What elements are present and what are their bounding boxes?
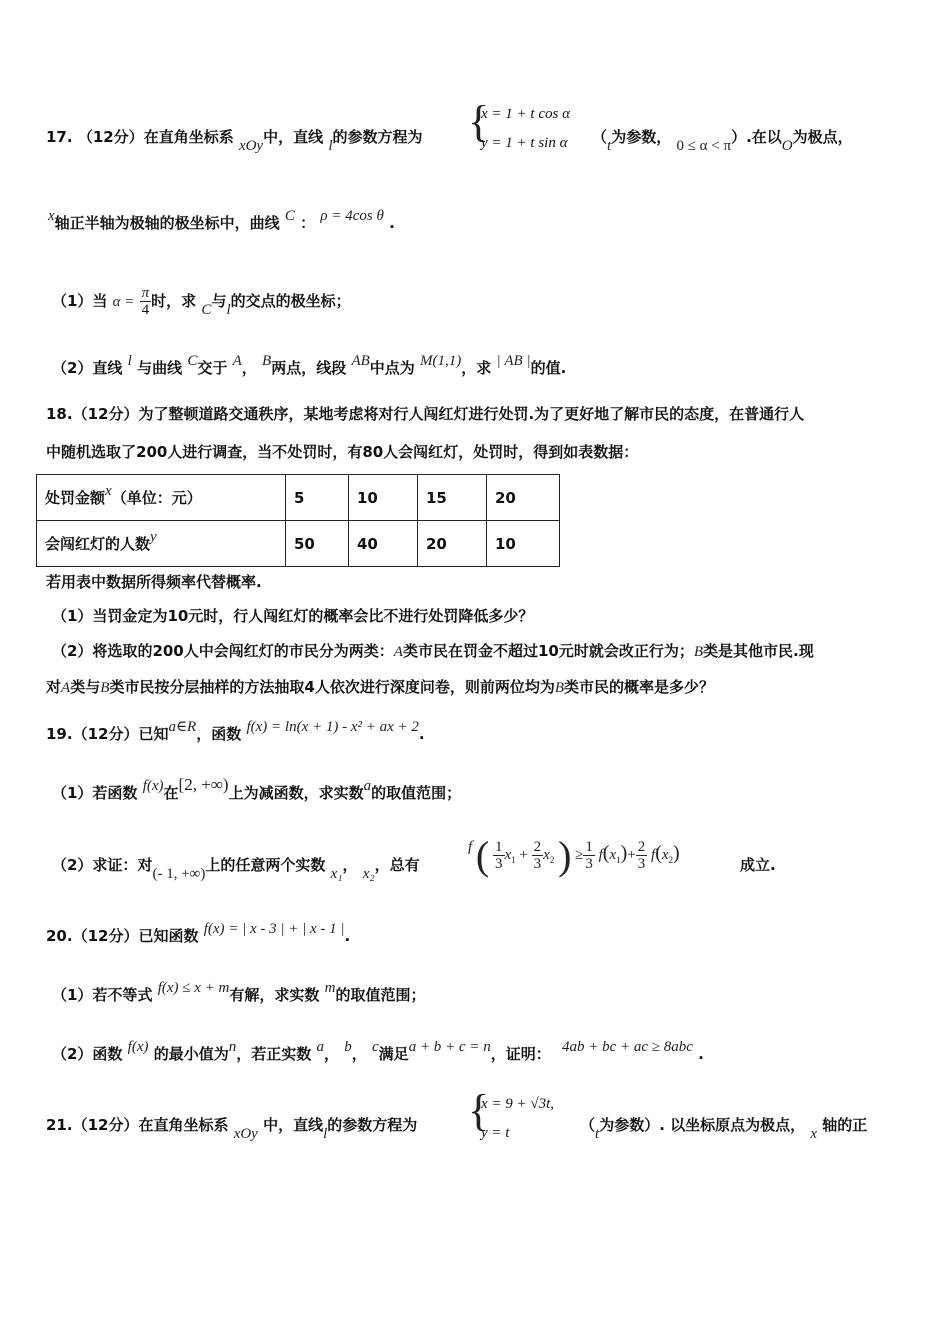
q18-row2-var: y <box>150 529 157 545</box>
q19-rparen: ) <box>558 833 572 878</box>
q21-line1-tail <box>580 1115 868 1142</box>
q18-text: 类市民的概率是多少？ <box>564 678 715 696</box>
q18-part1: （1）当罚金定为10元时，行人闯红灯的概率会比不进行处罚降低多少？ <box>52 607 534 625</box>
q18-row1-var: x <box>105 483 112 499</box>
q17-text: ， <box>241 359 257 377</box>
q20-text: . <box>344 927 351 945</box>
table-cell: 5 <box>286 475 349 521</box>
q18-part2 <box>52 641 814 662</box>
table-cell: 15 <box>418 475 487 521</box>
q18-text: 类与 <box>70 678 101 696</box>
q19-aR: a∈R <box>168 719 197 735</box>
q19-sub: 2 <box>549 854 555 865</box>
q17-text: 两点，线段 <box>271 359 347 377</box>
table-cell: 10 <box>487 521 560 567</box>
table-cell: 20 <box>487 475 560 521</box>
q18-B: B <box>554 680 564 696</box>
q19-inequality: f ( $\frac{1}{3}$ $x_1$ + $\frac{2}{3}$ $x_2$ ) ≥ $\frac{1}{3}$ $f(x_1)+$ $\frac{2}{3}$ $f(x_2)$ <box>468 833 680 878</box>
q18-row1-unit: （单位：元） <box>111 489 202 507</box>
q19-frac-2-3b <box>636 839 648 872</box>
q17-text: . <box>389 214 395 232</box>
table-cell: 20 <box>418 521 487 567</box>
q19-num: 1 <box>495 839 503 855</box>
q18-B: B <box>693 644 703 660</box>
q19-den: 3 <box>495 856 503 872</box>
q19-text: . <box>418 725 425 743</box>
q20-p2-f: f(x) <box>127 1039 149 1055</box>
q19-den: 3 <box>585 856 593 872</box>
q17-p1-alpha: α = <box>112 294 135 310</box>
q19-sub: 1 <box>616 854 621 865</box>
q19-text: 19.（12分）已知 <box>46 725 169 743</box>
q17-part2-label: （2）直线 <box>52 359 123 377</box>
q21-text: （ <box>580 1116 596 1134</box>
q20-p1-m: m <box>324 980 336 996</box>
q20-text: ， <box>351 1045 367 1063</box>
q17-x: x <box>48 208 55 224</box>
q17-text: ： <box>300 214 316 232</box>
q19-sub: 2 <box>668 854 674 865</box>
q19-x: x <box>504 846 512 863</box>
q17-xOy: xOy <box>238 138 264 154</box>
q19-frac-1-3 <box>493 839 505 872</box>
q17-polar: ρ = 4cos θ <box>320 208 384 224</box>
q17-p1-fraction <box>140 285 152 318</box>
q17-line2 <box>48 208 395 234</box>
q21-text: 的参数方程为 <box>327 1116 418 1134</box>
q20-text: 20.（12分）已知函数 <box>46 927 199 945</box>
q20-part2-label: （2）函数 <box>52 1045 123 1063</box>
q19-x: x <box>543 846 550 863</box>
q17-number: 17. <box>46 128 73 146</box>
q19-text: ，函数 <box>196 725 242 743</box>
q17-text: 交于 <box>197 359 228 377</box>
table-cell: 10 <box>349 475 418 521</box>
q20-p2-sum: a + b + c = n <box>408 1039 491 1055</box>
q21-text: 中，直线 <box>263 1116 324 1134</box>
q17-text: 中，直线 <box>263 128 324 146</box>
q19-den: 3 <box>533 856 542 872</box>
q18-row1-label: 处罚金额 <box>45 489 106 507</box>
q19-num: 2 <box>533 839 542 855</box>
q19-x: x <box>609 846 617 863</box>
q21-l: l <box>323 1126 328 1142</box>
q20-p2-c: c <box>372 1039 379 1055</box>
q20-p2-a: a <box>316 1039 324 1055</box>
q18-table <box>36 474 560 567</box>
q17-p1-pi: π <box>141 285 150 301</box>
q19-den: 3 <box>637 856 646 872</box>
q18-text: 对 <box>46 678 62 696</box>
q18-line2: 中随机选取了200人进行调查，当不处罚时，有80人会闯红灯，处罚时，得到如表数据： <box>46 443 639 461</box>
q17-text: 的参数方程为 <box>332 128 423 146</box>
q20-text: 的取值范围； <box>335 986 426 1004</box>
q17-p1-four: 4 <box>141 302 150 318</box>
q19-p2-x1: x₁ <box>330 866 343 882</box>
q19-p2-interval: (- 1, +∞) <box>152 866 206 882</box>
q20-function: f(x) = | x - 3 | + | x - 1 | <box>203 921 345 937</box>
q17-brace: { <box>468 97 490 146</box>
q18-line1: 18.（12分）为了整顿道路交通秩序，某地考虑将对行人闯红灯进行处罚.为了更好地了解市民的态度，在普通行人 <box>46 405 805 423</box>
q21-t: t <box>595 1126 600 1142</box>
q17-text: 时，求 <box>151 292 197 310</box>
q19-lparen: ( <box>475 833 490 878</box>
q17-text: ）.在以 <box>731 128 782 146</box>
q18-A: A <box>393 644 403 660</box>
q17-text: ，求 <box>461 359 492 377</box>
q19-part1-label: （1）若函数 <box>52 784 138 802</box>
q19-p1-f: f(x) <box>142 778 164 794</box>
q17-C: C <box>284 208 295 224</box>
q17-text: 与曲线 <box>137 359 183 377</box>
q20-part1-label: （1）若不等式 <box>52 986 153 1004</box>
q19-part2 <box>52 855 420 882</box>
q20-text: . <box>698 1045 704 1063</box>
q17-text: 轴正半轴为极轴的极坐标中，曲线 <box>54 214 280 232</box>
q18-B: B <box>100 680 110 696</box>
q19-text: ， <box>342 856 358 874</box>
q21-eq1: x = 9 + √3t, <box>481 1096 555 1112</box>
table-cell: 40 <box>349 521 418 567</box>
q17-t: t <box>607 138 612 154</box>
q19-tail: 成立. <box>740 856 776 874</box>
q19-ge: ≥ <box>575 846 584 863</box>
q19-part2-label: （2）求证：对 <box>52 856 153 874</box>
q21-eq2: y = t <box>481 1125 510 1141</box>
q18-note: 若用表中数据所得频率代替概率. <box>46 573 262 591</box>
q18-row2-label: 会闯红灯的人数 <box>45 535 151 553</box>
q21-text: 21.（12分）在直角坐标系 <box>46 1116 229 1134</box>
q19-text: 上为减函数，求实数 <box>228 784 364 802</box>
table-row <box>37 475 560 521</box>
q19-num: 1 <box>585 839 593 855</box>
q17-p2-absAB: | AB | <box>496 353 531 369</box>
q20-text: ， <box>324 1045 340 1063</box>
q21-brace: { <box>468 1086 490 1135</box>
q19-text: 上的任意两个实数 <box>205 856 326 874</box>
q17-p1-l: l <box>226 302 231 318</box>
q17-p2-A: A <box>232 353 242 369</box>
q17-range: 0 ≤ α < π <box>676 138 732 154</box>
q20-p2-b: b <box>344 1039 352 1055</box>
q19-part1 <box>52 775 462 804</box>
q19-f: f <box>468 838 473 855</box>
q21-text: 为参数）. 以坐标原点为极点， <box>599 1116 806 1134</box>
q17-text: 中点为 <box>369 359 415 377</box>
q18-A: A <box>61 680 71 696</box>
q17-p1-C: C <box>201 302 212 318</box>
q21-line1 <box>46 1115 418 1142</box>
q19-num: 2 <box>637 839 646 855</box>
q19-p1-interval: [2, +∞) <box>178 775 229 794</box>
q20-head <box>46 921 351 947</box>
q19-x: x <box>661 846 669 863</box>
q17-text: 与 <box>211 292 227 310</box>
q20-text: 满足 <box>378 1045 409 1063</box>
q17-eq1: x = 1 + t cos α <box>481 106 570 122</box>
q19-frac-2-3 <box>532 839 544 872</box>
q21-text: 轴的正 <box>822 1116 868 1134</box>
table-cell: 50 <box>286 521 349 567</box>
q20-part2 <box>52 1039 704 1065</box>
q19-f: f <box>598 846 603 863</box>
q19-frac-1-3b <box>583 839 595 872</box>
q17-text: （ <box>592 128 608 146</box>
q17-text: 为极点， <box>792 128 853 146</box>
table-cell-header <box>37 475 286 521</box>
q17-part1 <box>52 285 351 318</box>
q17-text: 的交点的极坐标； <box>230 292 351 310</box>
table-row <box>37 521 560 567</box>
q19-text: 在 <box>163 784 179 802</box>
q17-line1-tail <box>592 127 853 154</box>
q17-p2-C: C <box>187 353 198 369</box>
q19-p1-a: a <box>363 778 372 794</box>
q20-text: 有解，求实数 <box>229 986 320 1004</box>
q17-p2-AB: AB <box>351 353 370 369</box>
q17-text: 在直角坐标系 <box>143 128 234 146</box>
q17-eq2: y = 1 + t sin α <box>481 135 568 151</box>
table-cell-header <box>37 521 286 567</box>
q20-part1 <box>52 980 426 1006</box>
q17-p2-M: M(1,1) <box>420 353 462 369</box>
q20-p2-inequality: 4ab + bc + ac ≥ 8abc <box>561 1039 693 1055</box>
q20-text: ，若正实数 <box>236 1045 312 1063</box>
q19-head <box>46 719 425 745</box>
q17-p2-B: B <box>262 353 272 369</box>
q18-part2-cont <box>46 677 714 698</box>
q17-l: l <box>328 138 333 154</box>
q18-text: 类是其他市民.现 <box>703 642 814 660</box>
q18-text: 类市民按分层抽样的方法抽取4人依次进行深度问卷，则前两位均为 <box>109 678 555 696</box>
q21-x: x <box>810 1126 818 1142</box>
q19-text: ，总有 <box>374 856 420 874</box>
q20-p2-n: n <box>228 1039 237 1055</box>
q17-part1-label: （1）当 <box>52 292 108 310</box>
q19-sub: 1 <box>511 854 516 865</box>
q17-score: （12分） <box>77 128 144 146</box>
q17-O: O <box>781 138 793 154</box>
q17-line1 <box>46 127 423 154</box>
q17-p2-l: l <box>127 353 132 369</box>
q19-text: 的取值范围； <box>371 784 462 802</box>
q20-text: 的最小值为 <box>153 1045 229 1063</box>
q21-xOy: xOy <box>233 1126 258 1142</box>
q19-f: f <box>651 846 656 863</box>
q20-text: ，证明： <box>490 1045 551 1063</box>
q19-p2-x2: x₂ <box>362 866 375 882</box>
q19-function: f(x) = ln(x + 1) - x² + ax + 2 <box>246 719 419 735</box>
q17-text: 的值. <box>530 359 567 377</box>
q17-part2 <box>52 353 567 379</box>
q20-p1-inequality: f(x) ≤ x + m <box>157 980 230 996</box>
q17-text: 为参数， <box>611 128 672 146</box>
q18-text: （2）将选取的200人中会闯红灯的市民分为两类： <box>52 642 394 660</box>
q18-text: 类市民在罚金不超过10元时就会改正行为； <box>402 642 694 660</box>
